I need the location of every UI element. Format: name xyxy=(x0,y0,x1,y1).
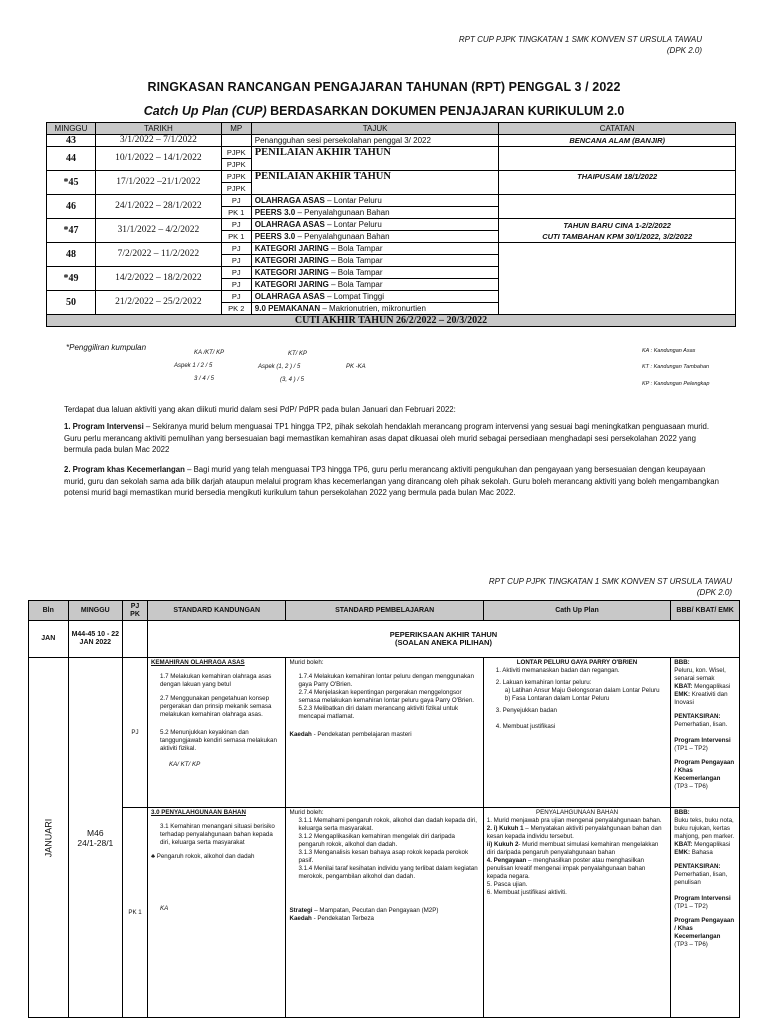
tajuk-bold: OLAHRAGA ASAS xyxy=(254,220,325,229)
week-date: 17/1/2022 –21/1/2022 xyxy=(95,171,221,195)
sp-kaedah-label: Kaedah xyxy=(289,731,312,738)
tajuk-bold: PEERS 3.0 xyxy=(254,208,296,217)
mp-cell: PK 1 xyxy=(221,231,251,243)
mp-cell: PJ xyxy=(221,195,251,207)
catatan-cell: THAIPUSAM 18/1/2022 xyxy=(499,171,736,195)
summary-header-row xyxy=(47,123,736,135)
week-date: 10/1/2022 – 14/1/2022 xyxy=(95,147,221,171)
catatan-line: TAHUN BARU CINA 1-2/2/2022 xyxy=(563,220,671,230)
exam-cell xyxy=(147,621,739,658)
tajuk-text: – Lontar Peluru xyxy=(324,196,382,205)
header-line-1: RPT CUP PJPK TINGKATAN 1 SMK KONVEN ST URSULA TAWAU xyxy=(458,35,702,44)
tajuk-text: – Lompat Tinggi xyxy=(324,292,384,301)
program-label: Program Intervensi xyxy=(674,737,731,744)
week-number: 44 xyxy=(47,147,96,171)
cup-title: LONTAR PELURU GAYA PARRY O'BRIEN xyxy=(516,659,638,666)
table-row xyxy=(47,195,736,207)
aspect-note: Aspek 1 / 2 / 5 xyxy=(174,363,213,369)
tajuk-text: – Makrionutrien, mikronurtien xyxy=(320,304,426,313)
catch-up-plan-cell xyxy=(483,658,671,808)
paragraph-text: – Sekiranya murid belum menguasai TP1 hingga TP2, pihak sekolah hendaklah merancang program intervensi yang sesuai bagi meningkatkan penguasaan murid. Guru perlu merancang aktiviti pemulihan yang bersesuaian bagi memastikan kemahiran asas dapat dikuasai oleh murid sebagai persediaan menghadapi sesi persekolahan 2022 yang bermula pada bulan Mac 2022 xyxy=(64,422,710,455)
kbat-label: KBAT: xyxy=(674,683,693,690)
cup-item-label: 2. i) Kukuh 1 xyxy=(486,825,524,832)
week-cell xyxy=(68,658,123,1018)
cup-title: PENYALAHGUNAAN BAHAN xyxy=(535,809,619,816)
cup-subitem: a) Latihan Ansur Maju Gelongsoran dalam Lontar Peluru xyxy=(504,687,660,694)
cup-item-text: – menghasilkan poster atau menghasilkan penulisan kreatif mengenai impak penyalahgunaan bahan kepada negara. xyxy=(486,857,646,880)
month-cell xyxy=(29,658,69,1018)
emk-line xyxy=(674,849,736,857)
week-number: M46 xyxy=(87,827,104,838)
col-tajuk: TAJUK xyxy=(251,123,499,135)
document-header xyxy=(459,34,702,56)
header-line-1: RPT CUP PJPK TINGKATAN 1 SMK KONVEN ST URSULA TAWAU xyxy=(488,577,732,586)
detail-plan-table xyxy=(28,600,740,1018)
sk-item: 5.2 Menunjukkan keyakinan dan tanggungjawab kendiri semasa melakukan aktiviti fizikal. xyxy=(159,729,277,752)
pjpk-cell xyxy=(123,621,148,658)
emk-line xyxy=(674,691,736,707)
standard-kandungan-cell xyxy=(147,658,286,808)
table-row xyxy=(47,243,736,255)
cup-item: 2. Lakuan kemahiran lontar peluru: xyxy=(495,679,592,686)
sp-item: 3.1.1 Memahami pengaruh rokok, alkohol dan dadah kepada diri, keluarga serta masyarakat. xyxy=(298,817,478,832)
paragraph-label: 1. Program Intervensi xyxy=(64,422,144,431)
sp-kaedah xyxy=(289,731,479,739)
sk-item: ♣ Pengaruh rokok, alkohol dan dadah xyxy=(150,853,255,860)
sk-title: 3.0 PENYALAHGUNAAN BAHAN xyxy=(150,809,246,816)
aspect-note: (3, 4 ) / 5 xyxy=(280,377,305,383)
table-row xyxy=(29,658,740,808)
sp-strategi-text: – Mampatan, Pecutan dan Pengayaan (M2P) xyxy=(312,907,439,914)
mp-cell: PJ xyxy=(221,267,251,279)
sp-kaedah-text: - Pendekatan Terbeza xyxy=(311,915,374,922)
catatan-line: CUTI TAMBAHAN KPM 30/1/2022, 3/2/2022 xyxy=(542,231,693,241)
legend-note: KT : Kandungan Tambahan xyxy=(642,364,710,370)
tajuk-text: – Bola Tampar xyxy=(328,280,383,289)
program-intervensi-paragraph xyxy=(64,421,724,456)
page-subtitle xyxy=(0,104,768,118)
catatan-cell xyxy=(499,147,736,171)
tajuk-bold: OLAHRAGA ASAS xyxy=(254,196,325,205)
kbat-line xyxy=(674,683,736,691)
mp-cell: PJPK xyxy=(221,171,251,183)
bbb-text: Peluru, kon. Wisel, senarai semak xyxy=(674,667,726,682)
subtitle-italic: Catch Up Plan (CUP) xyxy=(143,104,267,118)
col-tarikh: TARIKH xyxy=(95,123,221,135)
week-number: *47 xyxy=(47,219,96,243)
emk-label: EMK: xyxy=(674,691,691,698)
paragraph-text: – Bagi murid yang telah menguasai TP3 hingga TP6, guru perlu merancang aktiviti pengukuhan dan pengayaan yang bersesuaian dengan keupayaan murid, guru dan sekolah sama ada bilik darjah ataupun melalui program khas kecemerlangan yang dirancang oleh pihak sekolah. Guru boleh merancang aktiviti yang boleh mengambangkan potensi murid bagi memastikan murid bersedia mengikuti kurikulum tahun persekolahan 2022 yang bermula pada bulan Mac 2022. xyxy=(64,465,719,498)
table-row xyxy=(29,808,740,1018)
sk-tag: KA/ KT/ KP xyxy=(168,761,201,768)
kbat-text: Mengaplikasi xyxy=(692,841,731,848)
sk-item: 1.7 Melakukan kemahiran olahraga asas dengan lakuan yang betul xyxy=(159,673,272,688)
tajuk-text: – Bola Tampar xyxy=(328,244,383,253)
document-header-2 xyxy=(489,576,732,598)
mp-cell: PJPK xyxy=(221,183,251,195)
col-mp: MP xyxy=(221,123,251,135)
mp-cell: PJPK xyxy=(221,147,251,159)
cup-item xyxy=(487,825,668,841)
cup-item-label: 4. Pengayaan xyxy=(486,857,527,864)
col-minggu: MINGGU xyxy=(47,123,96,135)
emk-text: Bahasa xyxy=(690,849,713,856)
table-row xyxy=(47,171,736,183)
cup-item-text: – Menyatakan aktiviti penyalahgunaan bahan dan kesan kepada individu tersebut. xyxy=(486,825,662,840)
pentaksiran-text: Pemerhatian, lisan. xyxy=(674,721,728,728)
cup-item: 6. Membuat justifikasi aktiviti. xyxy=(486,889,567,896)
program-label: Program Pengayaan / Khas Kecemerlangan xyxy=(674,759,735,782)
aspect-note: KT/ KP xyxy=(288,351,308,357)
mp-cell: PJ xyxy=(221,291,251,303)
program-range: (TP1 – TP2) xyxy=(674,903,708,910)
tajuk-cell xyxy=(251,291,499,303)
mp-cell xyxy=(221,135,251,147)
tajuk-bold: 9.0 PEMAKANAN xyxy=(254,304,321,313)
tajuk-text: – Penyalahgunaan Bahan xyxy=(295,232,390,241)
tajuk-cell xyxy=(251,195,499,207)
cup-item: 4. Membuat justifikasi xyxy=(495,723,556,730)
week-date: 3/1/2022 – 7/1/2022 xyxy=(95,135,221,147)
catch-up-plan-cell xyxy=(483,808,671,1018)
sp-strategi-label: Strategi xyxy=(289,907,313,914)
mp-cell: PJ xyxy=(221,279,251,291)
col-bln: Bln xyxy=(29,601,69,621)
sk-item: 2.7 Menggunakan pengetahuan konsep pergerakan dan prinsip mekanik semasa melakukan kemahiran olahraga asas. xyxy=(159,695,272,718)
pentaksiran-label: PENTAKSIRAN: xyxy=(674,713,721,720)
week-number: 43 xyxy=(47,135,96,147)
cup-item-text: - Murid membuat simulasi kemahiran mengelakkan diri daripada pengaruh penyalahgunaan bahan xyxy=(486,841,659,856)
table-row xyxy=(47,135,736,147)
program-range: (TP1 – TP2) xyxy=(674,745,708,752)
tajuk-text: – Bola Tampar xyxy=(328,268,383,277)
tajuk-cell xyxy=(251,207,499,219)
standard-pembelajaran-cell xyxy=(286,808,483,1018)
tajuk-cell xyxy=(251,255,499,267)
emk-label: EMK: xyxy=(674,849,691,856)
kbat-text: Mengaplikasi xyxy=(692,683,731,690)
sp-kaedah-label: Kaedah xyxy=(289,915,312,922)
paragraph-label: 2. Program khas Kecemerlangan xyxy=(64,465,185,474)
program-khas-paragraph xyxy=(64,464,724,499)
tajuk-cell: PENILAIAN AKHIR TAHUN xyxy=(251,171,499,195)
catatan-cell xyxy=(499,195,736,219)
tajuk-cell: Penangguhan sesi persekolahan penggal 3/ 2022 xyxy=(251,135,499,147)
cup-item xyxy=(487,841,668,857)
tajuk-cell: PENILAIAN AKHIR TAHUN xyxy=(251,147,499,171)
catatan-cell xyxy=(499,219,736,243)
tajuk-bold: KATEGORI JARING xyxy=(254,268,329,277)
week-date: 14/2/2022 – 18/2/2022 xyxy=(95,267,221,291)
exam-subtitle: (SOALAN ANEKA PILIHAN) xyxy=(395,638,492,647)
week-number: 46 xyxy=(47,195,96,219)
legend-note: KP : Kandungan Pelengkap xyxy=(642,381,710,387)
sp-kaedah-text: - Pendekatan pembelajaran masteri xyxy=(311,731,412,738)
summary-table xyxy=(46,122,736,327)
col-pjpk: PJ PK xyxy=(123,601,148,621)
cup-item: 3. Penyejukkan badan xyxy=(495,707,558,714)
header-line-2: (DPK 2.0) xyxy=(696,588,732,597)
col-standard-pembelajaran: STANDARD PEMBELAJARAN xyxy=(286,601,483,621)
tajuk-cell xyxy=(251,303,499,315)
sp-item: 1.7.4 Melakukan kemahiran lontar peluru dengan menggunakan gaya Parry O'Brien. xyxy=(298,673,474,688)
week-date: 31/1/2022 – 4/2/2022 xyxy=(95,219,221,243)
tajuk-cell xyxy=(251,279,499,291)
col-catch-up-plan: Cath Up Plan xyxy=(483,601,671,621)
sp-kaedah xyxy=(289,915,479,923)
week-date: 7/2/2022 – 11/2/2022 xyxy=(95,243,221,267)
week-dates: 24/1-28/1 xyxy=(77,837,114,848)
table-row xyxy=(47,147,736,159)
catatan-cell: BENCANA ALAM (BANJIR) xyxy=(499,135,736,147)
aspect-note: 3 / 4 / 5 xyxy=(194,376,215,382)
sk-tag: KA xyxy=(159,905,169,912)
program-label: Program Intervensi xyxy=(674,895,731,902)
aspect-note: PK -KA xyxy=(346,364,366,370)
week-number: *45 xyxy=(47,171,96,195)
cup-item: 1. Murid menjawab pra ujian mengenai penyalahgunaan bahan. xyxy=(486,817,662,824)
sp-item: 3.1.2 Mengaplikasikan kemahiran mengelak diri daripada pengaruh rokok, alkohol dan dadah. xyxy=(298,833,455,848)
col-bbb: BBB/ KBAT/ EMK xyxy=(671,601,740,621)
intro-paragraph: Terdapat dua laluan aktiviti yang akan diikuti murid dalam sesi PdP/ PdPR pada bulan Januari dan Februari 2022: xyxy=(64,405,456,414)
week-number: *49 xyxy=(47,267,96,291)
sk-item: 3.1 Kemahiran menangani situasi berisiko terhadap penyalahgunaan bahan kepada diri, keluarga serta masyarakat xyxy=(159,823,275,846)
legend-note: KA : Kandungan Asas xyxy=(642,348,696,354)
sp-lead: Murid boleh: xyxy=(289,809,324,816)
pjpk-cell: PJ xyxy=(123,658,148,808)
tajuk-cell xyxy=(251,219,499,231)
tajuk-text: – Bola Tampar xyxy=(328,256,383,265)
tajuk-text: – Lontar Peluru xyxy=(324,220,382,229)
tajuk-text: – Penyalahgunaan Bahan xyxy=(295,208,390,217)
table-row xyxy=(47,315,736,327)
aspect-note: Aspek (1, 2 ) / 5 xyxy=(258,364,301,370)
tajuk-cell xyxy=(251,231,499,243)
month-cell: JAN xyxy=(29,621,69,658)
mp-cell: PJ xyxy=(221,219,251,231)
tajuk-bold: KATEGORI JARING xyxy=(254,244,329,253)
sp-lead: Murid boleh: xyxy=(289,659,324,666)
kbat-line xyxy=(674,841,736,849)
cup-item: 1. Aktiviti memanaskan badan dan regangan. xyxy=(495,667,620,674)
page-title: RINGKASAN RANCANGAN PENGAJARAN TAHUNAN (RPT) PENGGAL 3 / 2022 xyxy=(147,80,621,94)
sp-item: 3.1.3 Menganalisis kesan bahaya asap rokok kepada perokok pasif. xyxy=(298,849,469,864)
bbb-text: Buku teks, buku nota, buku rujukan, kertas mahjong, pen marker. xyxy=(674,817,735,840)
table-row xyxy=(47,219,736,231)
tajuk-bold: KATEGORI JARING xyxy=(254,280,329,289)
subtitle-rest: BERDASARKAN DOKUMEN PENJAJARAN KURIKULUM 2.0 xyxy=(266,104,625,118)
penggiliran-note: *Penggiliran kumpulan xyxy=(66,343,147,352)
sp-item: 3.1.4 Menilai taraf kesihatan individu yang terlibat dalam kegiatan merokok, pengambilan alkohol dan dadah. xyxy=(298,865,478,880)
week-number: 48 xyxy=(47,243,96,267)
program-range: (TP3 – TP6) xyxy=(674,941,708,948)
cup-subitem: b) Fasa Lontaran dalam Lontar Peluru xyxy=(504,695,610,702)
emk-text: Kreativiti dan Inovasi xyxy=(674,691,728,706)
month-vertical-label: JANUARI xyxy=(43,818,54,857)
pentaksiran-text: Pemerhatian, lisan, penulisan xyxy=(674,871,728,886)
sp-item: 2.7.4 Menjelaskan kepentingan pergerakan menggelongsor semasa melakukan kemahiran lontar peluru gaya Parry O'Brien. xyxy=(298,689,475,704)
standard-kandungan-cell xyxy=(147,808,286,1018)
bbb-cell xyxy=(671,808,740,1018)
week-cell: M44-45 10 - 22 JAN 2022 xyxy=(68,621,123,658)
bbb-cell xyxy=(671,658,740,808)
cup-item: 5. Pasca ujian. xyxy=(486,881,528,888)
program-range: (TP3 – TP6) xyxy=(674,783,708,790)
sk-title: KEMAHIRAN OLAHRAGA ASAS xyxy=(150,659,245,666)
sp-strategi xyxy=(289,907,479,915)
mp-cell: PK 1 xyxy=(221,207,251,219)
standard-pembelajaran-cell xyxy=(286,658,483,808)
detail-header-row xyxy=(29,601,740,621)
mp-cell: PJ xyxy=(221,255,251,267)
catatan-cell xyxy=(499,243,736,315)
pentaksiran-label: PENTAKSIRAN: xyxy=(674,863,721,870)
header-line-2: (DPK 2.0) xyxy=(666,46,702,55)
kbat-label: KBAT: xyxy=(674,841,693,848)
cup-item-label: ii) Kukuh 2 xyxy=(486,841,519,848)
tajuk-cell xyxy=(251,243,499,255)
cuti-akhir-tahun-row: CUTI AKHIR TAHUN 26/2/2022 – 20/3/2022 xyxy=(47,315,736,327)
tajuk-cell xyxy=(251,267,499,279)
sp-item: 5.2.3 Melibatkan diri dalam merancang aktiviti fizikal untuk mencapai matlamat. xyxy=(298,705,459,720)
tajuk-bold: KATEGORI JARING xyxy=(254,256,329,265)
tajuk-bold: OLAHRAGA ASAS xyxy=(254,292,325,301)
col-standard-kandungan: STANDARD KANDUNGAN xyxy=(147,601,286,621)
mp-cell: PK 2 xyxy=(221,303,251,315)
col-catatan: CATATAN xyxy=(499,123,736,135)
exam-title: PEPERIKSAAN AKHIR TAHUN xyxy=(389,630,498,639)
bbb-label: BBB: xyxy=(674,809,690,816)
pjpk-cell: PK 1 xyxy=(123,808,148,1018)
mp-cell: PJ xyxy=(221,243,251,255)
bbb-label: BBB: xyxy=(674,659,690,666)
tajuk-bold: PEERS 3.0 xyxy=(254,232,296,241)
week-date: 21/2/2022 – 25/2/2022 xyxy=(95,291,221,315)
table-row xyxy=(29,621,740,658)
cup-item xyxy=(487,857,668,881)
mp-cell: PJPK xyxy=(221,159,251,171)
week-date: 24/1/2022 – 28/1/2022 xyxy=(95,195,221,219)
aspect-note: KA /KT/ KP xyxy=(194,350,225,356)
program-label: Program Pengayaan / Khas Kecemerlangan xyxy=(674,917,735,940)
week-number: 50 xyxy=(47,291,96,315)
col-minggu: MINGGU xyxy=(68,601,123,621)
